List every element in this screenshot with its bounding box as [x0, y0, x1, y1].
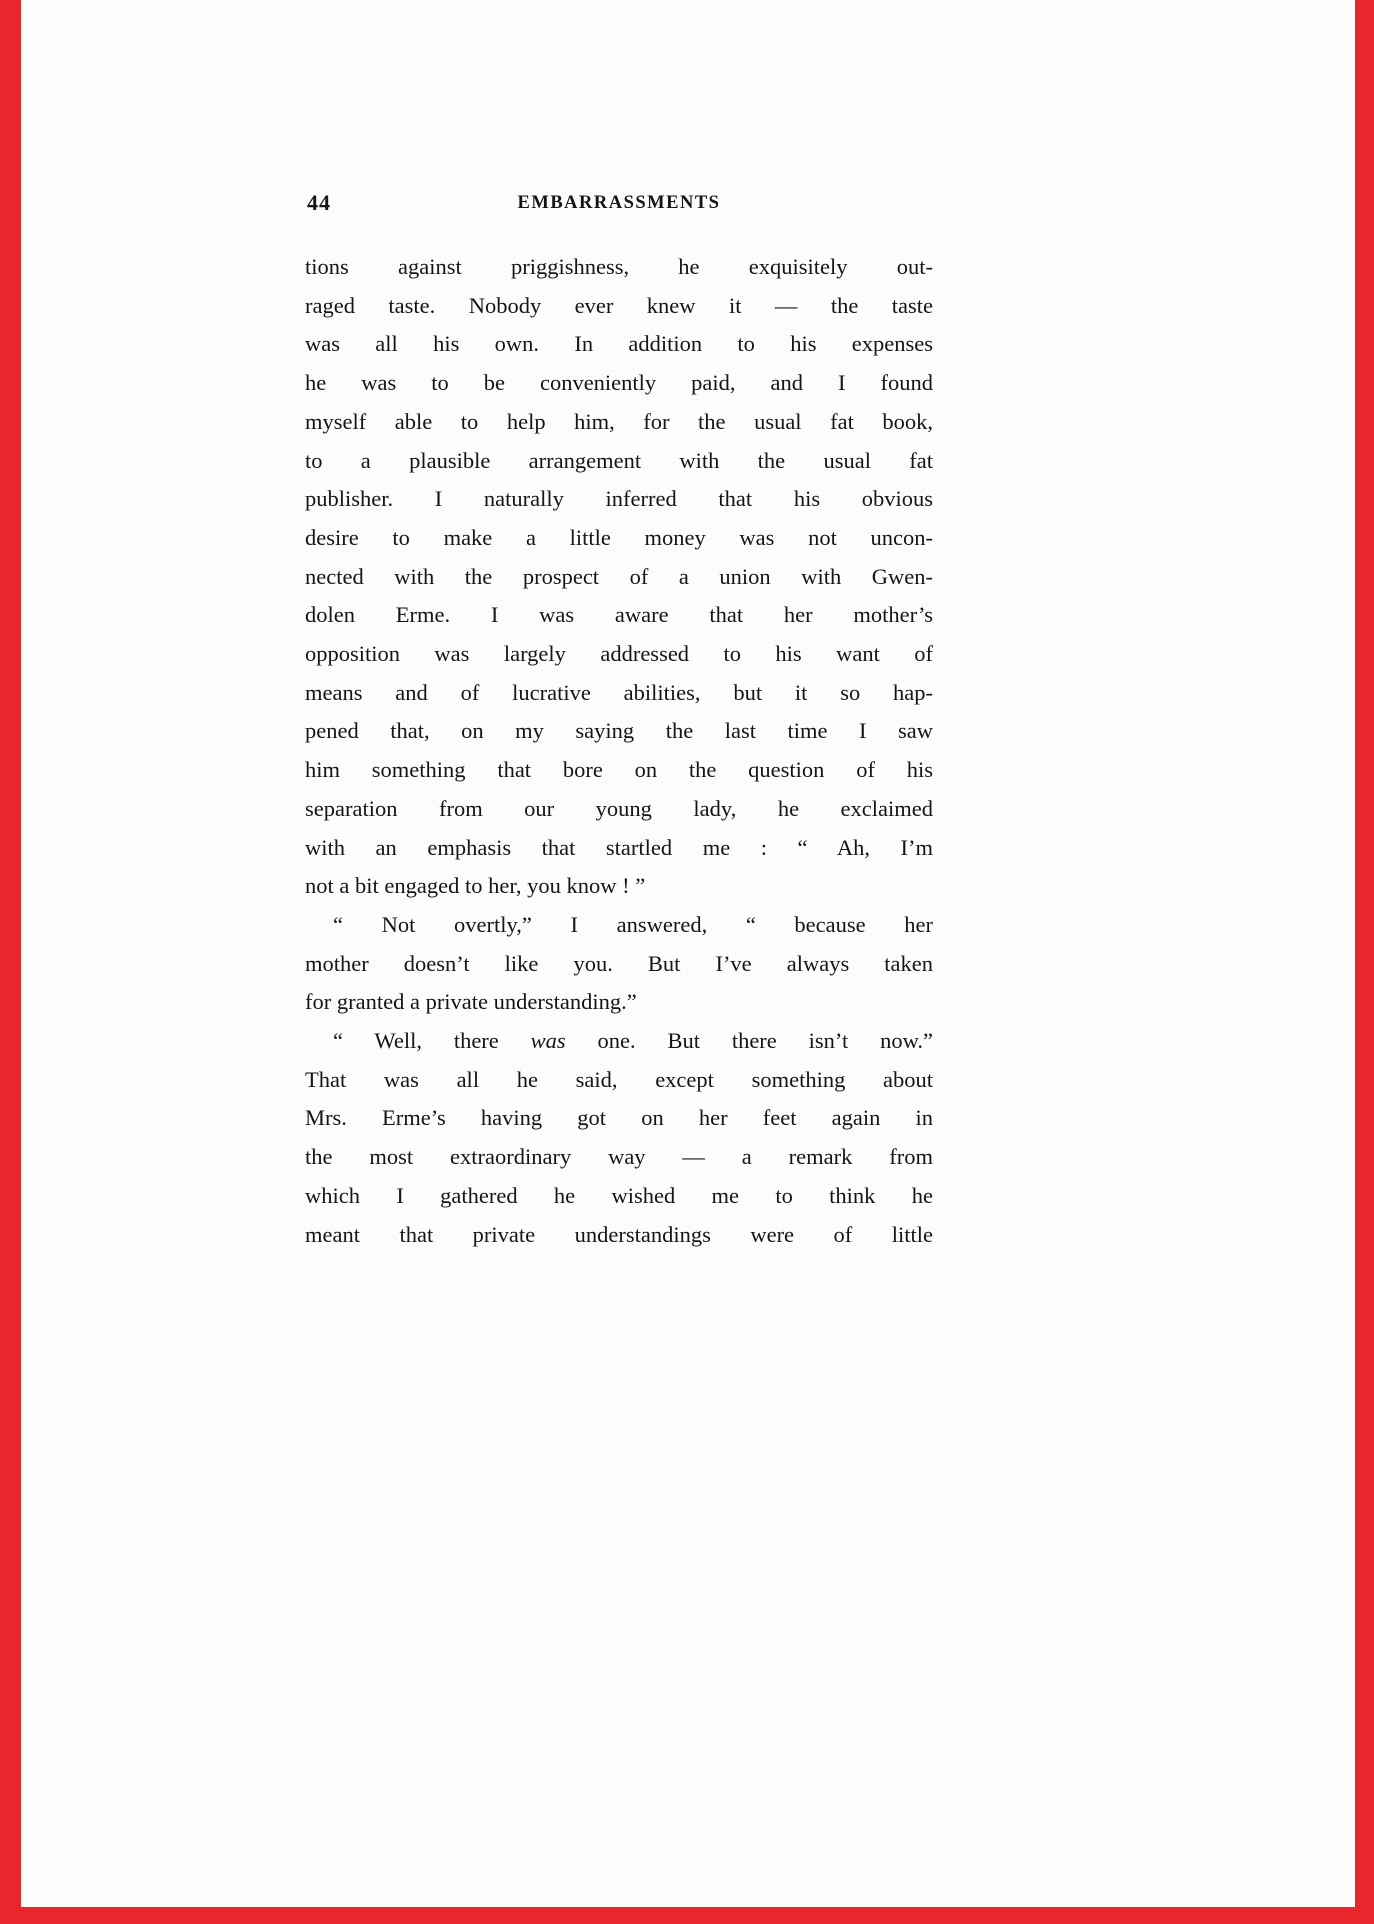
text-segment: raged taste. Nobody ever knew it — the taste	[305, 292, 933, 318]
text-line	[305, 519, 933, 558]
text-line	[305, 364, 933, 403]
italic-text: was	[530, 1028, 566, 1054]
text-line	[305, 325, 933, 364]
text-line	[305, 287, 933, 326]
text-segment: mother doesn’t like you. But I’ve always taken	[305, 950, 933, 976]
text-segment: not a bit engaged to her, you know ! ”	[305, 873, 646, 899]
text-line	[305, 906, 933, 945]
text-segment: myself able to help him, for the usual fat book,	[305, 408, 933, 434]
text-segment: “ Well, there	[333, 1028, 531, 1054]
text-segment: That was all he said, except something about	[305, 1066, 933, 1092]
text-line	[305, 403, 933, 442]
text-line	[305, 983, 933, 1022]
page-content	[305, 190, 933, 1254]
text-line	[305, 635, 933, 674]
text-segment: with an emphasis that startled me : “ Ah, I’m	[305, 834, 933, 860]
text-line	[305, 867, 933, 906]
text-line	[305, 712, 933, 751]
text-segment: Mrs. Erme’s having got on her feet again in	[305, 1105, 933, 1131]
text-line	[305, 829, 933, 868]
text-line	[305, 596, 933, 635]
scan-edge-right	[1355, 0, 1374, 1924]
text-line	[305, 480, 933, 519]
text-line	[305, 945, 933, 984]
text-line	[305, 248, 933, 287]
text-segment: dolen Erme. I was aware that her mother’s	[305, 602, 933, 628]
text-line	[305, 674, 933, 713]
text-segment: pened that, on my saying the last time I saw	[305, 718, 933, 744]
text-segment: which I gathered he wished me to think he	[305, 1182, 933, 1208]
text-line	[305, 751, 933, 790]
text-segment: for granted a private understanding.”	[305, 989, 637, 1015]
text-line	[305, 1061, 933, 1100]
text-line	[305, 1177, 933, 1216]
text-segment: him something that bore on the question of his	[305, 757, 933, 783]
text-segment: was all his own. In addition to his expenses	[305, 331, 933, 357]
page-header	[305, 190, 933, 224]
text-body	[305, 248, 933, 1254]
text-segment: he was to be conveniently paid, and I found	[305, 370, 933, 396]
page-number: 44	[307, 190, 331, 215]
text-line	[305, 442, 933, 481]
text-segment: one. But there isn’t now.”	[565, 1028, 933, 1054]
text-segment: opposition was largely addressed to his want of	[305, 641, 933, 667]
text-segment: nected with the prospect of a union with Gwen-	[305, 563, 933, 589]
text-line	[305, 1099, 933, 1138]
text-line	[305, 1138, 933, 1177]
text-segment: the most extraordinary way — a remark from	[305, 1144, 933, 1170]
text-line	[305, 1022, 933, 1061]
text-segment: desire to make a little money was not uncon-	[305, 524, 933, 550]
text-segment: separation from our young lady, he exclaimed	[305, 795, 933, 821]
text-line	[305, 790, 933, 829]
text-segment: tions against priggishness, he exquisitely out-	[305, 254, 933, 279]
running-title: EMBARRASSMENTS	[517, 193, 721, 213]
text-segment: “ Not overtly,” I answered, “ because her	[333, 911, 933, 937]
text-line	[305, 558, 933, 597]
text-line	[305, 1216, 933, 1255]
text-segment: publisher. I naturally inferred that his obvious	[305, 486, 933, 512]
text-segment: meant that private understandings were of little	[305, 1221, 933, 1247]
text-segment: to a plausible arrangement with the usual fat	[305, 447, 933, 473]
scan-edge-bottom	[0, 1907, 1374, 1924]
text-segment: means and of lucrative abilities, but it so hap-	[305, 679, 933, 705]
scan-edge-left	[0, 0, 21, 1924]
